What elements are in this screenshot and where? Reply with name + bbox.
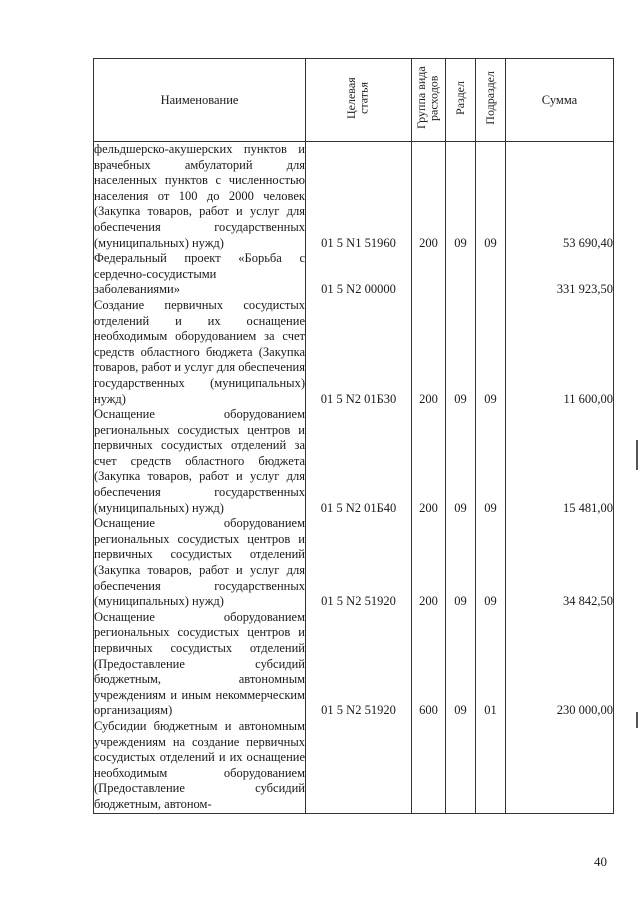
table-header-row [94, 59, 614, 142]
row-subsection: 09 [476, 142, 506, 252]
row-article: 01 5 N2 00000 [306, 251, 412, 298]
row-group [412, 719, 446, 813]
table-row [94, 610, 614, 719]
header-name: Наименование [94, 59, 306, 142]
row-subsection: 09 [476, 407, 506, 516]
row-name: Федеральный проект «Борьба с сердечно-сосудистыми заболеваниями» [94, 251, 305, 297]
row-amount: 331 923,50 [506, 251, 614, 298]
row-subsection: 01 [476, 610, 506, 719]
row-group [412, 251, 446, 298]
table-row [94, 142, 614, 252]
table-row [94, 407, 614, 516]
table-row [94, 298, 614, 407]
row-article: 01 5 N2 51920 [306, 516, 412, 610]
row-article: 01 5 N2 01Б30 [306, 298, 412, 407]
row-section: 09 [446, 298, 476, 407]
header-expense-group: Группа вида расходов [412, 59, 446, 142]
row-group: 600 [412, 610, 446, 719]
page-number: 40 [594, 854, 607, 869]
row-name: фельдшерско-акушерских пунктов и врачебных амбулаторий для населенных пунктов с численностью населения от 100 до 2000 человек (Закупка товаров, работ и услуг для обеспечения государственных (муниципальных) нужд) [94, 142, 305, 250]
row-section: 09 [446, 407, 476, 516]
row-subsection [476, 251, 506, 298]
row-name: Оснащение оборудованием региональных сосудистых центров и первичных сосудистых отделений (Закупка товаров, работ и услуг для обеспечения государственных (муниципальных) нужд) [94, 516, 305, 609]
row-amount: 230 000,00 [506, 610, 614, 719]
table-row [94, 251, 614, 298]
row-section: 09 [446, 516, 476, 610]
row-subsection [476, 719, 506, 813]
row-section: 09 [446, 610, 476, 719]
row-article [306, 719, 412, 813]
row-amount: 34 842,50 [506, 516, 614, 610]
scan-edge-mark [636, 440, 638, 470]
header-target-article: Целевая статья [306, 59, 412, 142]
header-amount: Сумма [506, 59, 614, 142]
budget-table [93, 58, 614, 814]
table-row [94, 719, 614, 813]
row-amount: 11 600,00 [506, 298, 614, 407]
header-subsection: Подраздел [476, 59, 506, 142]
header-section: Раздел [446, 59, 476, 142]
row-amount [506, 719, 614, 813]
row-article: 01 5 N2 51920 [306, 610, 412, 719]
row-section [446, 251, 476, 298]
scan-edge-mark [636, 712, 638, 728]
row-section [446, 719, 476, 813]
row-group: 200 [412, 407, 446, 516]
row-subsection: 09 [476, 516, 506, 610]
row-name: Создание первичных сосудистых отделений и их оснащение необходимым оборудованием за счет средств областного бюджета (Закупка товаров, работ и услуг для обеспечения государственных (муниципальных) нужд) [94, 297, 305, 406]
row-name: Субсидии бюджетным и автономным учреждениям на создание первичных сосудистых отделений и их оснащение необходимым оборудованием (Предоставление субсидий бюджетным, автоном- [94, 719, 306, 813]
row-section: 09 [446, 142, 476, 252]
row-subsection: 09 [476, 298, 506, 407]
row-group: 200 [412, 298, 446, 407]
row-group: 200 [412, 516, 446, 610]
row-group: 200 [412, 142, 446, 252]
row-name: Оснащение оборудованием региональных сосудистых центров и первичных сосудистых отделений за счет средств областного бюджета (Закупка товаров, работ и услуг для обеспечения государственных (муниципальных) нужд) [94, 407, 305, 515]
row-amount: 53 690,40 [506, 142, 614, 252]
row-article: 01 5 N1 51960 [306, 142, 412, 252]
row-article: 01 5 N2 01Б40 [306, 407, 412, 516]
table-row [94, 516, 614, 610]
row-name: Оснащение оборудованием региональных сосудистых центров и первичных сосудистых отделений (Предоставление субсидий бюджетным, автономным учреждениям и иным некоммерческим организациям) [94, 609, 305, 718]
row-amount: 15 481,00 [506, 407, 614, 516]
